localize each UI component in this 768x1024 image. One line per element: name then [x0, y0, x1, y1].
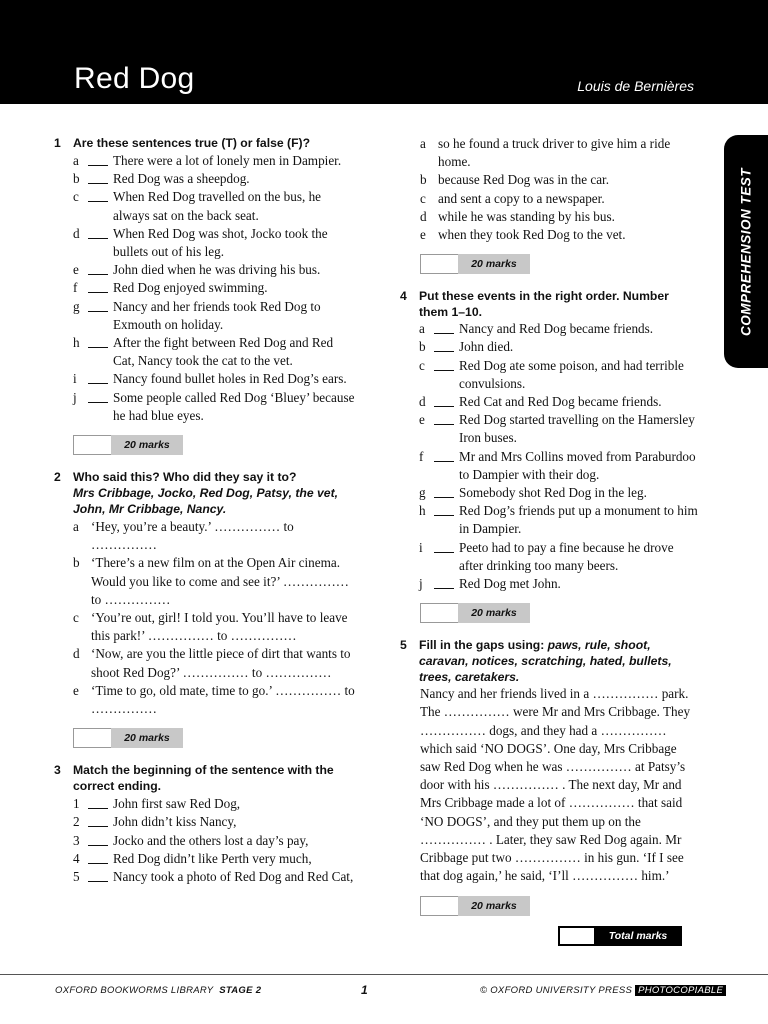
- list-item: 1 John first saw Red Dog,: [73, 796, 241, 812]
- question-number: 3: [54, 763, 61, 778]
- header-bar: [0, 0, 768, 104]
- list-item: d Red Cat and Red Dog became friends.: [419, 394, 662, 410]
- answer-blank[interactable]: [88, 826, 108, 827]
- list-item: d When Red Dog was shot, Jocko took the bullets out of his leg.: [73, 225, 328, 260]
- question-1-title: [54, 135, 356, 151]
- side-tab-label: COMPREHENSION TEST: [738, 167, 754, 336]
- total-score-field[interactable]: [558, 926, 598, 946]
- answer-blank[interactable]: [88, 808, 108, 809]
- question-4: [400, 288, 700, 623]
- score-field[interactable]: [73, 435, 112, 455]
- list-item: c ‘You’re out, girl! I told you. You’ll have to leave this park!’ …………… to ……………: [73, 610, 348, 644]
- answer-blank[interactable]: [88, 183, 108, 184]
- marks-box: [420, 896, 530, 916]
- answer-blank[interactable]: [434, 497, 454, 498]
- list-item: f Mr and Mrs Collins moved from Paraburdoo to Dampier with their dog.: [419, 448, 696, 482]
- page-number: 1: [361, 983, 368, 997]
- list-item: c Red Dog ate some poison, and had terrible convulsions.: [419, 357, 684, 391]
- total-marks-label: Total marks: [594, 926, 682, 946]
- score-field[interactable]: [420, 603, 459, 623]
- list-item: b ‘There’s a new film on at the Open Air cinema. Would you like to come and see it?’ …………… to ……………: [73, 555, 349, 607]
- list-item: h Red Dog’s friends put up a monument to him in Dampier.: [419, 503, 698, 537]
- answer-blank[interactable]: [434, 588, 454, 589]
- question-text: Are these sentences true (T) or false (F)?: [73, 136, 311, 150]
- question-5: [400, 637, 700, 915]
- left-column: [54, 135, 356, 886]
- answer-blank[interactable]: [434, 333, 454, 334]
- list-item: a ‘Hey, you’re a beauty.’ …………… to ……………: [73, 519, 294, 553]
- marks-box: [420, 254, 530, 274]
- side-tab: [724, 135, 768, 368]
- photocopiable-badge: PHOTOCOPIABLE: [635, 985, 726, 996]
- question-text: Who said this? Who did they say it to?: [73, 470, 297, 485]
- list-item: b John died.: [419, 339, 514, 355]
- question-3-endings: [400, 135, 700, 274]
- right-column: [400, 135, 700, 930]
- footer-series: OXFORD BOOKWORMS LIBRARY STAGE 2: [55, 985, 262, 996]
- answer-blank[interactable]: [88, 383, 108, 384]
- list-item: i Nancy found bullet holes in Red Dog’s ears.: [73, 371, 347, 387]
- list-item: 2 John didn’t kiss Nancy,: [73, 814, 237, 830]
- list-item: d while he was standing by his bus.: [420, 208, 615, 224]
- question-number: 1: [54, 136, 61, 150]
- list-item: e when they took Red Dog to the vet.: [420, 227, 626, 243]
- marks-box: [420, 603, 530, 623]
- answer-blank[interactable]: [88, 201, 108, 202]
- answer-blank[interactable]: [88, 292, 108, 293]
- word-list: Mrs Cribbage, Jocko, Red Dog, Patsy, the vet, John, Mr Cribbage, Nancy.: [73, 486, 339, 517]
- question-text: Match the beginning of the sentence with the correct ending.: [73, 763, 334, 794]
- question-number: 2: [54, 470, 61, 485]
- score-field[interactable]: [420, 896, 459, 916]
- list-item: h After the fight between Red Dog and Red Cat, Nancy took the cat to the vet.: [73, 335, 334, 369]
- list-item: d ‘Now, are you the little piece of dirt that wants to shoot Red Dog?’ …………… to ……………: [73, 646, 351, 680]
- answer-blank[interactable]: [434, 515, 454, 516]
- list-item: 4 Red Dog didn’t like Perth very much,: [73, 850, 312, 866]
- question-text: Put these events in the right order. Number them 1–10.: [419, 289, 669, 320]
- list-item: b Red Dog was a sheepdog.: [73, 171, 250, 187]
- question-3: [54, 762, 356, 886]
- question-number: 4: [400, 289, 407, 304]
- question-number: 5: [400, 638, 407, 653]
- list-item: a so he found a truck driver to give him a ride home.: [420, 136, 671, 170]
- list-item: a There were a lot of lonely men in Dampier.: [73, 153, 342, 168]
- score-field[interactable]: [73, 728, 112, 748]
- marks-label: 20 marks: [111, 728, 183, 748]
- marks-label: 20 marks: [111, 435, 183, 455]
- marks-label: 20 marks: [458, 603, 530, 623]
- list-item: b because Red Dog was in the car.: [420, 172, 610, 188]
- question-text: Fill in the gaps using:: [419, 638, 545, 653]
- answer-blank[interactable]: [434, 370, 454, 371]
- answer-blank[interactable]: [88, 311, 108, 312]
- marks-box: [73, 435, 183, 455]
- list-item: j Red Dog met John.: [419, 576, 561, 592]
- answer-blank[interactable]: [88, 845, 108, 846]
- question-1: [54, 135, 356, 455]
- list-item: e Red Dog started travelling on the Hamersley Iron buses.: [419, 412, 695, 446]
- list-item: 3 Jocko and the others lost a day’s pay,: [73, 832, 309, 848]
- list-item: j Some people called Red Dog ‘Bluey’ because he had blue eyes.: [73, 389, 355, 423]
- marks-label: 20 marks: [458, 254, 530, 274]
- question-2-title: [54, 469, 356, 517]
- author-name: Louis de Bernières: [577, 78, 694, 94]
- list-item: f Red Dog enjoyed swimming.: [73, 280, 268, 296]
- footer-copyright: © OXFORD UNIVERSITY PRESS PHOTOCOPIABLE: [480, 985, 726, 996]
- list-item: g Nancy and her friends took Red Dog to Exmouth on holiday.: [73, 298, 321, 332]
- answer-blank[interactable]: [88, 863, 108, 864]
- answer-blank[interactable]: [88, 274, 108, 275]
- answer-blank[interactable]: [434, 406, 454, 407]
- list-item: a Nancy and Red Dog became friends.: [419, 321, 654, 337]
- list-item: e John died when he was driving his bus.: [73, 262, 321, 278]
- marks-box: [73, 728, 183, 748]
- question-4-title: [400, 288, 700, 320]
- list-item: c and sent a copy to a newspaper.: [420, 190, 605, 206]
- list-item: e ‘Time to go, old mate, time to go.’ …………… to ……………: [73, 682, 355, 717]
- marks-label: 20 marks: [458, 896, 530, 916]
- list-item: 5 Nancy took a photo of Red Dog and Red Cat,: [73, 869, 354, 885]
- page-title: Red Dog: [74, 62, 195, 95]
- answer-blank[interactable]: [434, 461, 454, 462]
- question-3-title: [54, 762, 356, 794]
- answer-blank[interactable]: [434, 552, 454, 553]
- answer-blank[interactable]: [88, 881, 108, 882]
- answer-blank[interactable]: [88, 165, 108, 166]
- footer-divider: [0, 974, 768, 975]
- list-item: g Somebody shot Red Dog in the leg.: [419, 485, 647, 501]
- question-2: [54, 469, 356, 748]
- gap-fill-text: Nancy and her friends lived in a …………… park. The …………… were Mr and Mrs Cribbage. They …………… dogs, and they had a …………… which said ‘NO DOGS’. One day, Mrs Cribbage saw Red Dog when he was …………… at Patsy’s door with his …………… . The next day, Mr and Mrs Cribbage made a lot of …………… that said ‘NO DOGS’, and they put them up on the …………… . Later, they saw Red Dog again. Mr Cribbage put two …………… in his gun. ‘If I see that dog again,’ he said, ‘I’ll …………… him.’: [420, 686, 691, 884]
- score-field[interactable]: [420, 254, 459, 274]
- answer-blank[interactable]: [88, 347, 108, 348]
- total-marks-box: [558, 926, 682, 946]
- answer-blank[interactable]: [434, 351, 454, 352]
- word-list: paws, rule, shoot, caravan, notices, scratching, hated, bullets, trees, caretakers.: [419, 638, 672, 685]
- answer-blank[interactable]: [88, 238, 108, 239]
- answer-blank[interactable]: [88, 402, 108, 403]
- list-item: i Peeto had to pay a fine because he drove after drinking too many beers.: [419, 539, 674, 573]
- answer-blank[interactable]: [434, 424, 454, 425]
- list-item: c When Red Dog travelled on the bus, he always sat on the back seat.: [73, 189, 322, 223]
- question-5-title: [400, 637, 700, 685]
